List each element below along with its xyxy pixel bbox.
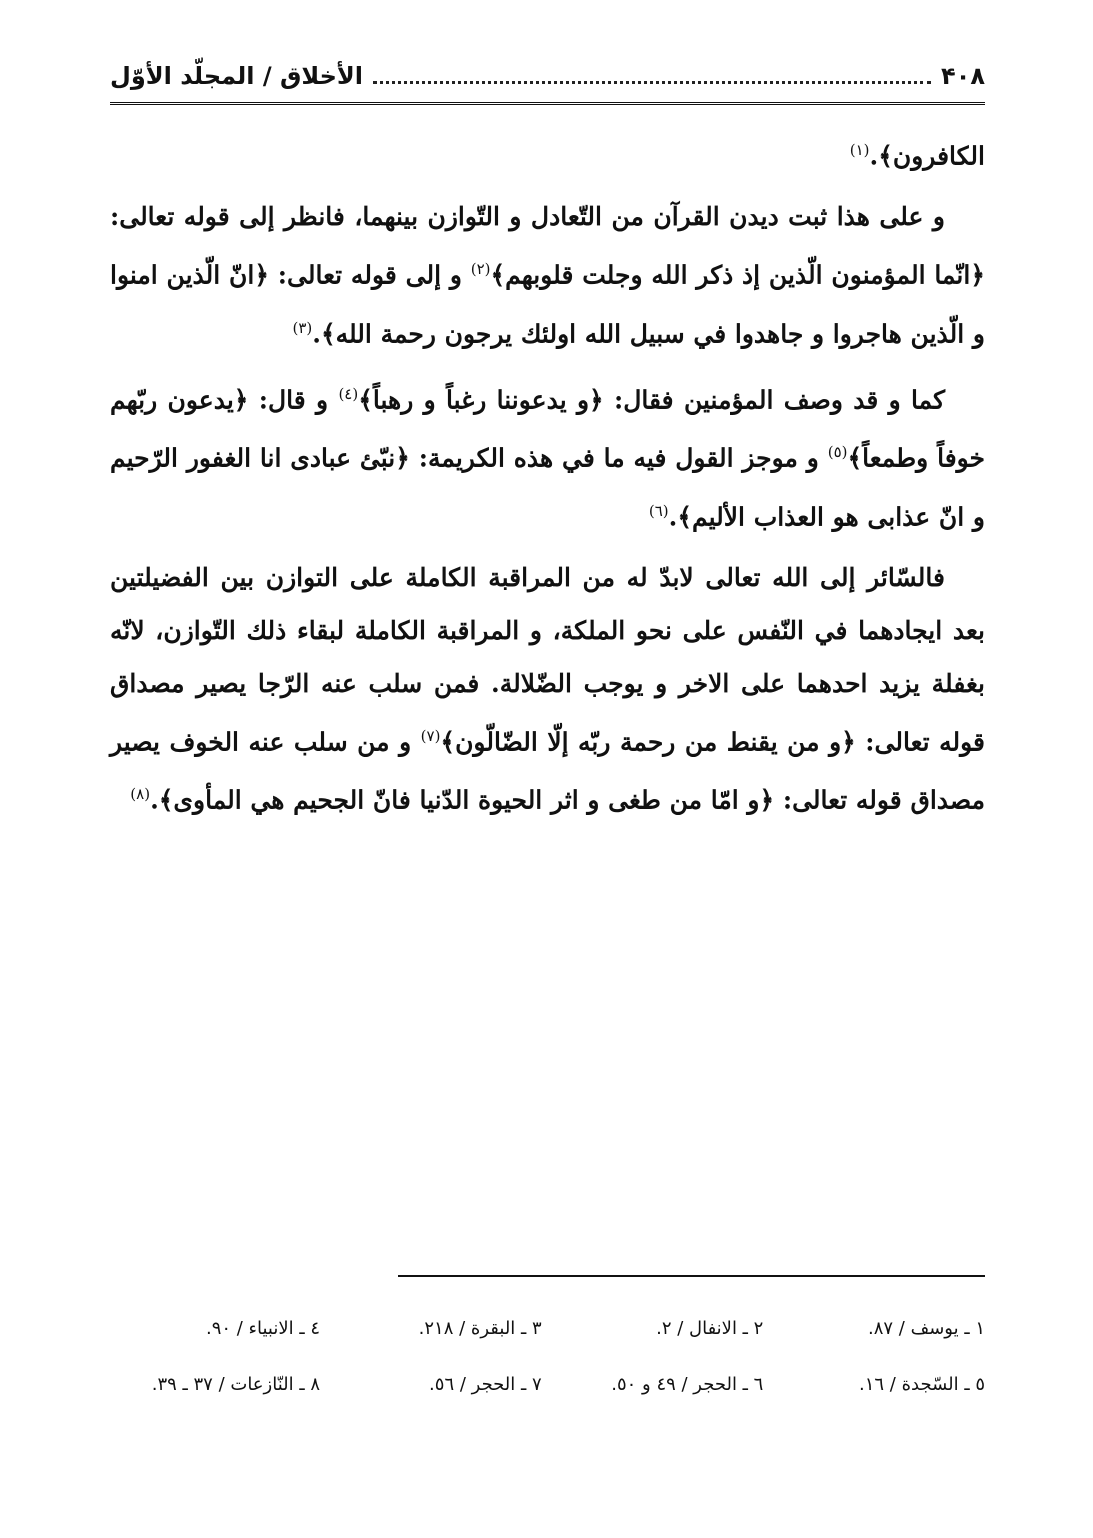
paragraph-text: و قال: ﴿يدعون ربّهم خوفاً وطمعاً﴾ (110, 385, 986, 473)
paragraph-text: و إلى قوله تعالى: ﴿انّ الّذين امنوا و الّذين هاجروا و جاهدوا في سبيل الله اولئك يرجون رحمة الله﴾. (110, 260, 985, 348)
footnote-3: ٣ ـ البقرة / ٢١٨. (418, 1317, 542, 1339)
footnote-ref: (٢) (470, 260, 491, 279)
paragraph-2 (110, 190, 985, 360)
footnote-5: ٥ ـ السّجدة / ١٦. (858, 1373, 985, 1395)
paragraph-3 (110, 368, 985, 543)
header-rule (110, 102, 985, 105)
paragraph-text: و من سلب عنه الخوف يصير مصداق قوله تعالى: ﴿و امّا من طغى و اثر الحيوة الدّنيا فانّ الجحيم هي المأوى﴾. (110, 727, 985, 815)
footnote-ref: (١) (849, 141, 870, 159)
footnote-7: ٧ ـ الحجر / ٥٦. (429, 1373, 542, 1395)
paragraph-text: و موجز القول فيه ما في هذه الكريمة: ﴿نبّئ عبادى انا الغفور الرّحيم و انّ عذابى هو العذاب الأليم﴾. (110, 443, 985, 531)
paragraph-text: كما و قد وصف المؤمنين فقال: ﴿و يدعوننا رغباً و رهباً﴾ (358, 385, 945, 415)
paragraph-4 (110, 551, 985, 827)
header-title-wrap (363, 62, 985, 90)
footnote-ref: (٧) (420, 726, 441, 745)
footnote-2: ٢ ـ الانفال / ٢. (656, 1317, 764, 1339)
footnote-ref: (٨) (130, 785, 151, 804)
footnotes (110, 1300, 985, 1412)
footnote-row (110, 1356, 985, 1412)
footnote-rule (398, 1275, 985, 1277)
footnote-6: ٦ ـ الحجر / ٤٩ و ٥٠. (611, 1373, 764, 1395)
body-text (110, 124, 985, 835)
paragraph-1 (110, 124, 985, 182)
footnote-row (110, 1300, 985, 1356)
footnote-4: ٤ ـ الانبياء / ٩٠. (205, 1317, 321, 1339)
footnote-1: ١ ـ يوسف / ٨٧. (868, 1317, 985, 1339)
paragraph-text: الكافرون﴾. (869, 141, 985, 171)
leader-dots (373, 81, 931, 84)
footnote-ref: (٥) (827, 443, 848, 462)
running-header (110, 52, 985, 100)
paragraph-text: فالسّائر إلى الله تعالى لابدّ له من المراقبة الكاملة على التوازن بين الفضيلتين بعد ايجادهما في النّفس على نحو الملكة، و المراقبة الكاملة لبقاء ذلك التّوازن، لانّه بغفلة يزيد احدهما على الاخر و يوجب الضّلالة. فمن سلب عنه الرّجا يصير مصداق قوله تعالى: ﴿و من يقنط من رحمة ربّه إلّا الضّالّون﴾ (110, 562, 985, 757)
book-title: الأخلاق / المجلّد الأوّل (110, 62, 364, 90)
footnote-ref: (٦) (648, 501, 669, 520)
footnote-8: ٨ ـ النّازعات / ٣٧ ـ ٣٩. (151, 1373, 321, 1395)
paragraph-text: و على هذا ثبت ديدن القرآن من التّعادل و التّوازن بينهما، فانظر إلى قوله تعالى: ﴿انّما المؤمنون الّذين إذ ذكر الله وجلت قلوبهم﴾ (110, 202, 985, 290)
footnote-ref: (٣) (292, 318, 313, 337)
page-number: ۴۰۸ (941, 62, 985, 90)
footnote-ref: (٤) (338, 384, 359, 403)
